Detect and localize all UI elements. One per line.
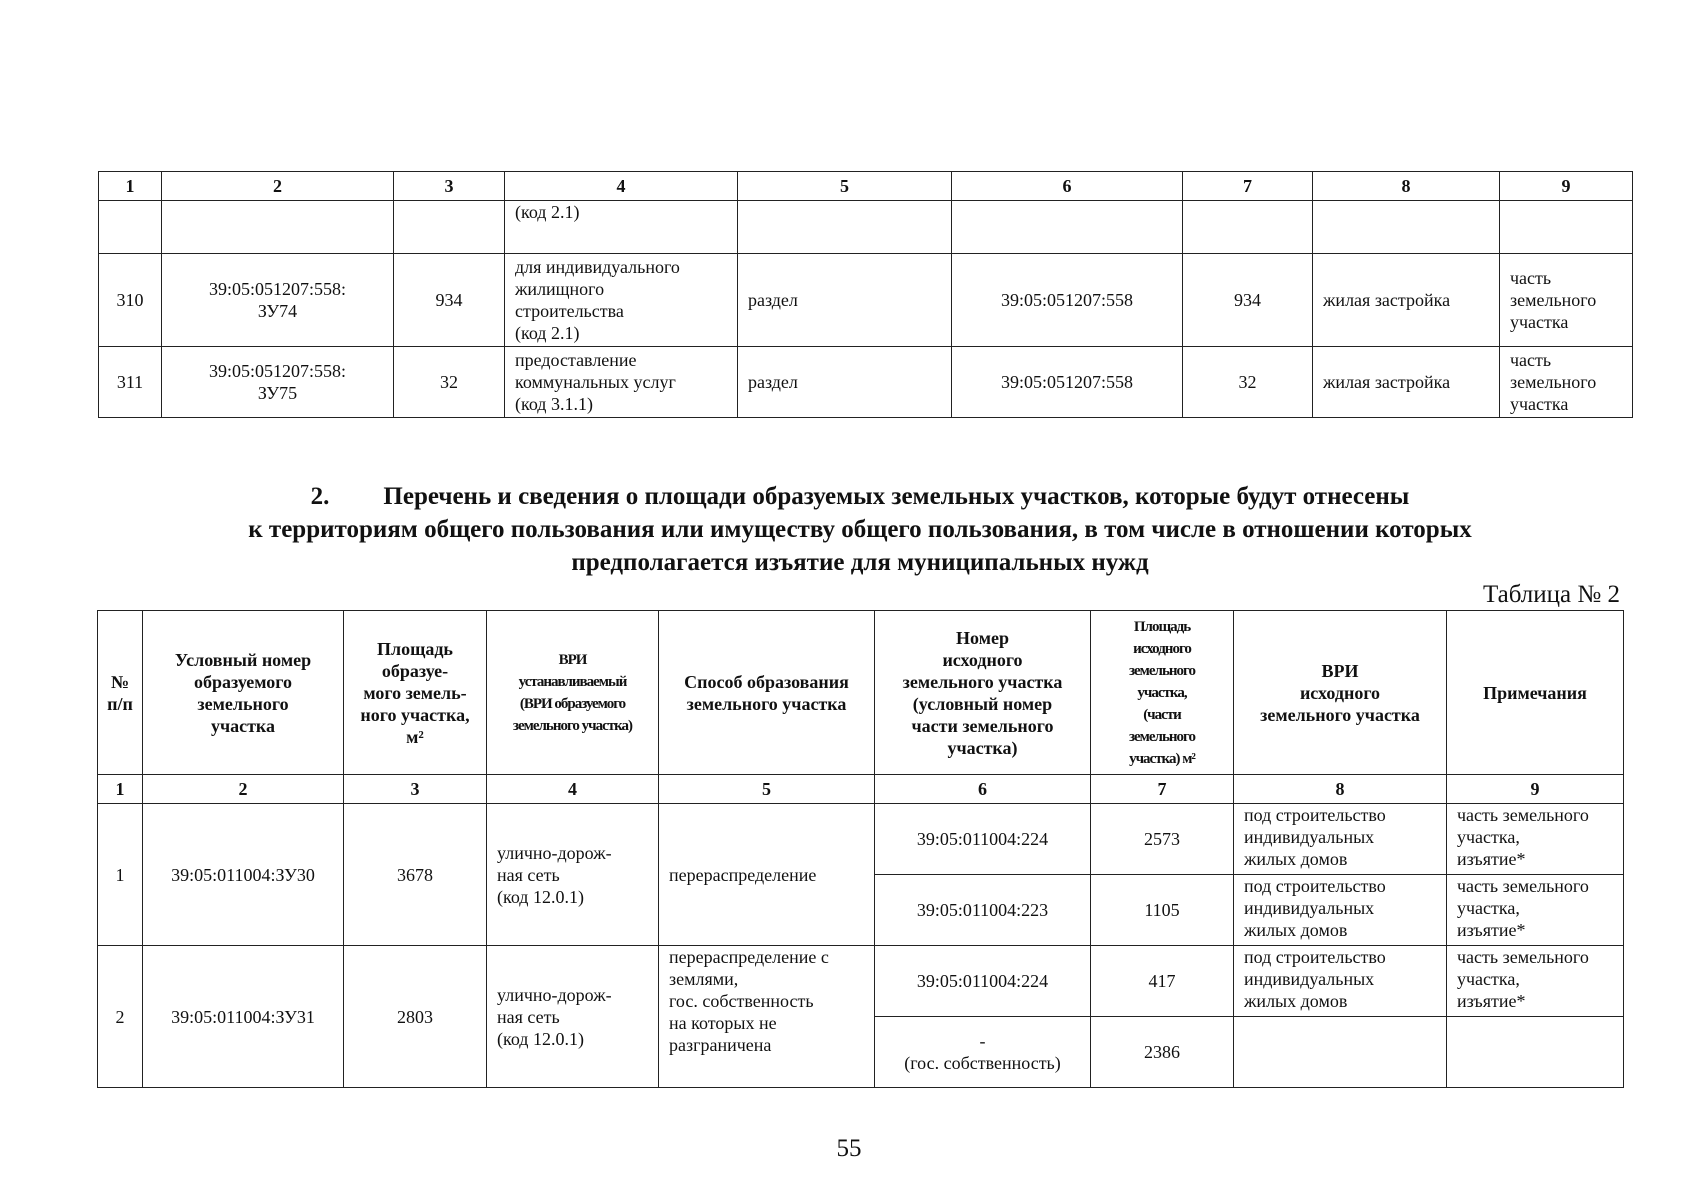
plot-id: 39:05:011004:ЗУ31 <box>143 946 344 1088</box>
column-number: 9 <box>1447 775 1624 804</box>
column-number: 4 <box>505 172 738 201</box>
column-number: 3 <box>344 775 487 804</box>
note: часть земельного участка, изъятие* <box>1447 875 1624 946</box>
note: часть земельного участка, изъятие* <box>1447 946 1624 1017</box>
table-cell: 934 <box>394 254 505 347</box>
column-header: Условный номер образуемого земельного участка <box>143 611 344 775</box>
column-header: Площадь исходного земельного участка, (части земельного участка) м² <box>1091 611 1234 775</box>
column-number: 5 <box>659 775 875 804</box>
column-number: 4 <box>487 775 659 804</box>
column-number-row <box>98 775 1624 804</box>
column-number: 7 <box>1091 775 1234 804</box>
table-cell: 39:05:051207:558: ЗУ74 <box>162 254 394 347</box>
column-header: Площадь образуе- мого земель- ного участка, м² <box>344 611 487 775</box>
table-cell <box>952 201 1183 254</box>
table-row <box>99 254 1633 347</box>
table-cell: 311 <box>99 347 162 418</box>
table-cell: 39:05:051207:558 <box>952 347 1183 418</box>
plot-id: 39:05:011004:ЗУ30 <box>143 804 344 946</box>
column-number: 2 <box>143 775 344 804</box>
table-cell <box>162 201 394 254</box>
section-title: Перечень и сведения о площади образуемых земельных участков, которые будут отнесены к территориям общего пользования или имуществу общего пользования, в том числе в отношении которых предполагается изъятие для муниципальных нужд <box>248 483 1472 576</box>
column-number: 6 <box>875 775 1091 804</box>
source-area: 1105 <box>1091 875 1234 946</box>
table-cell: 39:05:051207:558: ЗУ75 <box>162 347 394 418</box>
table-cell: раздел <box>738 254 952 347</box>
note: часть земельного участка, изъятие* <box>1447 804 1624 875</box>
column-number-row <box>99 172 1633 201</box>
table-row <box>99 201 1633 254</box>
column-number: 1 <box>99 172 162 201</box>
page-number: 55 <box>836 1135 862 1162</box>
column-number: 3 <box>394 172 505 201</box>
column-header: Номер исходного земельного участка (условный номер части земельного участка) <box>875 611 1091 775</box>
column-header: № п/п <box>98 611 143 775</box>
source-area: 417 <box>1091 946 1234 1017</box>
table-cell: часть земельного участка <box>1500 347 1633 418</box>
table-cell <box>99 201 162 254</box>
source-number: 39:05:011004:224 <box>875 946 1091 1017</box>
table-cell: часть земельного участка <box>1500 254 1633 347</box>
column-number: 5 <box>738 172 952 201</box>
column-header: Примечания <box>1447 611 1624 775</box>
table-row <box>98 946 1624 1017</box>
table-cell: раздел <box>738 347 952 418</box>
table-cell: 934 <box>1183 254 1313 347</box>
table-row <box>99 347 1633 418</box>
table-cell <box>1500 201 1633 254</box>
section-heading <box>98 480 1622 579</box>
source-vri: под строительство индивидуальных жилых домов <box>1234 946 1447 1017</box>
column-number: 6 <box>952 172 1183 201</box>
table-cell: (код 2.1) <box>505 201 738 254</box>
table-cell: для индивидуального жилищного строительства (код 2.1) <box>505 254 738 347</box>
continuation-table <box>98 171 1633 418</box>
source-vri: под строительство индивидуальных жилых домов <box>1234 875 1447 946</box>
table-cell: 32 <box>1183 347 1313 418</box>
formation-method: перераспределение с землями, гос. собственность на которых не разграничена <box>659 946 875 1088</box>
table-cell <box>1183 201 1313 254</box>
source-area: 2573 <box>1091 804 1234 875</box>
table-cell: 39:05:051207:558 <box>952 254 1183 347</box>
source-number: 39:05:011004:223 <box>875 875 1091 946</box>
table-cell: 310 <box>99 254 162 347</box>
table-cell <box>738 201 952 254</box>
table-cell: 32 <box>394 347 505 418</box>
table-cell: жилая застройка <box>1313 347 1500 418</box>
column-number: 1 <box>98 775 143 804</box>
formation-method: перераспределение <box>659 804 875 946</box>
plot-area: 3678 <box>344 804 487 946</box>
column-number: 8 <box>1313 172 1500 201</box>
row-number: 1 <box>98 804 143 946</box>
source-number: 39:05:011004:224 <box>875 804 1091 875</box>
column-header: ВРИ исходного земельного участка <box>1234 611 1447 775</box>
table-cell <box>394 201 505 254</box>
source-vri: под строительство индивидуальных жилых домов <box>1234 804 1447 875</box>
column-number: 8 <box>1234 775 1447 804</box>
column-number: 7 <box>1183 172 1313 201</box>
table-cell: предоставление коммунальных услуг (код 3.1.1) <box>505 347 738 418</box>
table-caption: Таблица № 2 <box>1482 581 1620 608</box>
column-number: 2 <box>162 172 394 201</box>
note <box>1447 1017 1624 1088</box>
plot-area: 2803 <box>344 946 487 1088</box>
table-cell <box>1313 201 1500 254</box>
section-number: 2. <box>310 483 330 510</box>
column-header: ВРИ устанавливаемый (ВРИ образуемого земельного участка) <box>487 611 659 775</box>
column-header: Способ образования земельного участка <box>659 611 875 775</box>
header-row <box>98 611 1624 775</box>
table-row <box>98 804 1624 875</box>
source-number: - (гос. собственность) <box>875 1017 1091 1088</box>
land-plots-table <box>97 610 1624 1088</box>
plot-vri: улично-дорож- ная сеть (код 12.0.1) <box>487 946 659 1088</box>
table-cell: жилая застройка <box>1313 254 1500 347</box>
source-area: 2386 <box>1091 1017 1234 1088</box>
plot-vri: улично-дорож- ная сеть (код 12.0.1) <box>487 804 659 946</box>
source-vri <box>1234 1017 1447 1088</box>
row-number: 2 <box>98 946 143 1088</box>
column-number: 9 <box>1500 172 1633 201</box>
